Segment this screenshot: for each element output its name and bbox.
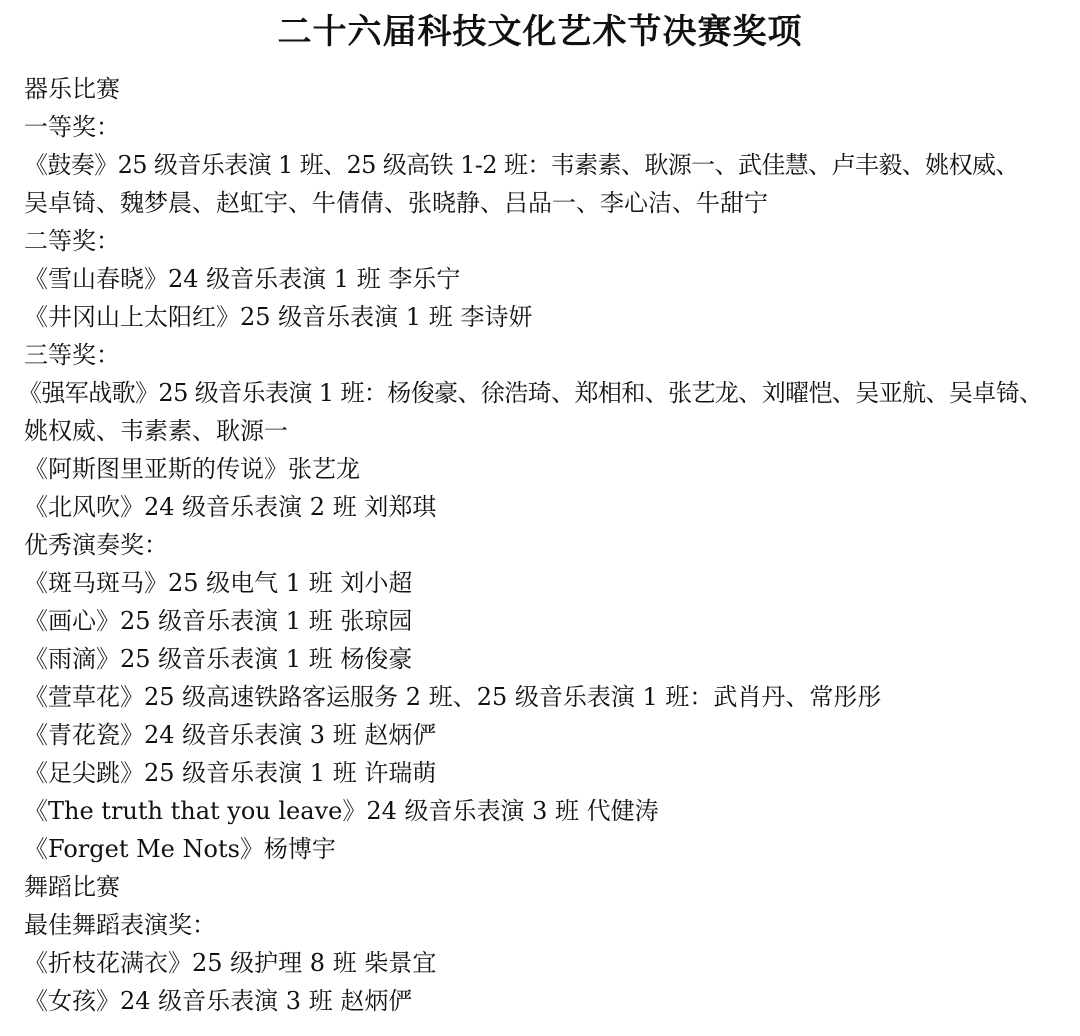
award-entry: 《Forget Me Nots》杨博宇 bbox=[24, 835, 336, 863]
award-entry: 《青花瓷》24 级音乐表演 3 班 赵炳俨 bbox=[24, 721, 437, 749]
award-entry: 《女孩》24 级音乐表演 3 班 赵炳俨 bbox=[24, 987, 413, 1015]
award-entry: 《鼓奏》25 级音乐表演 1 班、25 级高铁 1-2 班：韦素素、耿源一、武佳慧、卢丰毅、姚权威、 bbox=[24, 151, 1019, 179]
document-body bbox=[18, 70, 1064, 1020]
award-heading-best-dance: 最佳舞蹈表演奖： bbox=[24, 911, 216, 939]
award-entry: 《雪山春晓》24 级音乐表演 1 班 李乐宁 bbox=[24, 265, 461, 293]
section-heading-instrumental: 器乐比赛 bbox=[24, 75, 120, 103]
award-entry: 《强军战歌》25 级音乐表演 1 班：杨俊豪、徐浩琦、郑相和、张艺龙、刘曜恺、吴亚航、吴卓锜、 bbox=[18, 379, 1043, 407]
award-entry: 《画心》25 级音乐表演 1 班 张琼园 bbox=[24, 607, 413, 635]
award-heading-third-prize: 三等奖： bbox=[24, 341, 120, 369]
award-heading-first-prize: 一等奖： bbox=[24, 113, 120, 141]
award-entry: 《折枝花满衣》25 级护理 8 班 柴景宜 bbox=[24, 949, 437, 977]
award-entry: 《北风吹》24 级音乐表演 2 班 刘郑琪 bbox=[24, 493, 437, 521]
award-entry: 《斑马斑马》25 级电气 1 班 刘小超 bbox=[24, 569, 413, 597]
award-entry-continued: 吴卓锜、魏梦晨、赵虹宇、牛倩倩、张晓静、吕品一、李心洁、牛甜宁 bbox=[24, 189, 768, 217]
award-entry: 《The truth that you leave》24 级音乐表演 3 班 代健涛 bbox=[24, 797, 659, 825]
award-heading-excellent-performance: 优秀演奏奖： bbox=[24, 531, 168, 559]
award-entry-continued: 姚权威、韦素素、耿源一 bbox=[24, 417, 288, 445]
award-entry: 《阿斯图里亚斯的传说》张艺龙 bbox=[24, 455, 360, 483]
award-entry: 《雨滴》25 级音乐表演 1 班 杨俊豪 bbox=[24, 645, 413, 673]
award-heading-second-prize: 二等奖： bbox=[24, 227, 120, 255]
award-entry: 《萱草花》25 级高速铁路客运服务 2 班、25 级音乐表演 1 班：武肖丹、常彤彤 bbox=[24, 683, 882, 711]
award-entry: 《足尖跳》25 级音乐表演 1 班 许瑞萌 bbox=[24, 759, 437, 787]
award-entry: 《井冈山上太阳红》25 级音乐表演 1 班 李诗妍 bbox=[24, 303, 533, 331]
section-heading-dance: 舞蹈比赛 bbox=[24, 873, 120, 901]
document-title: 二十六届科技文化艺术节决赛奖项 bbox=[277, 12, 803, 52]
